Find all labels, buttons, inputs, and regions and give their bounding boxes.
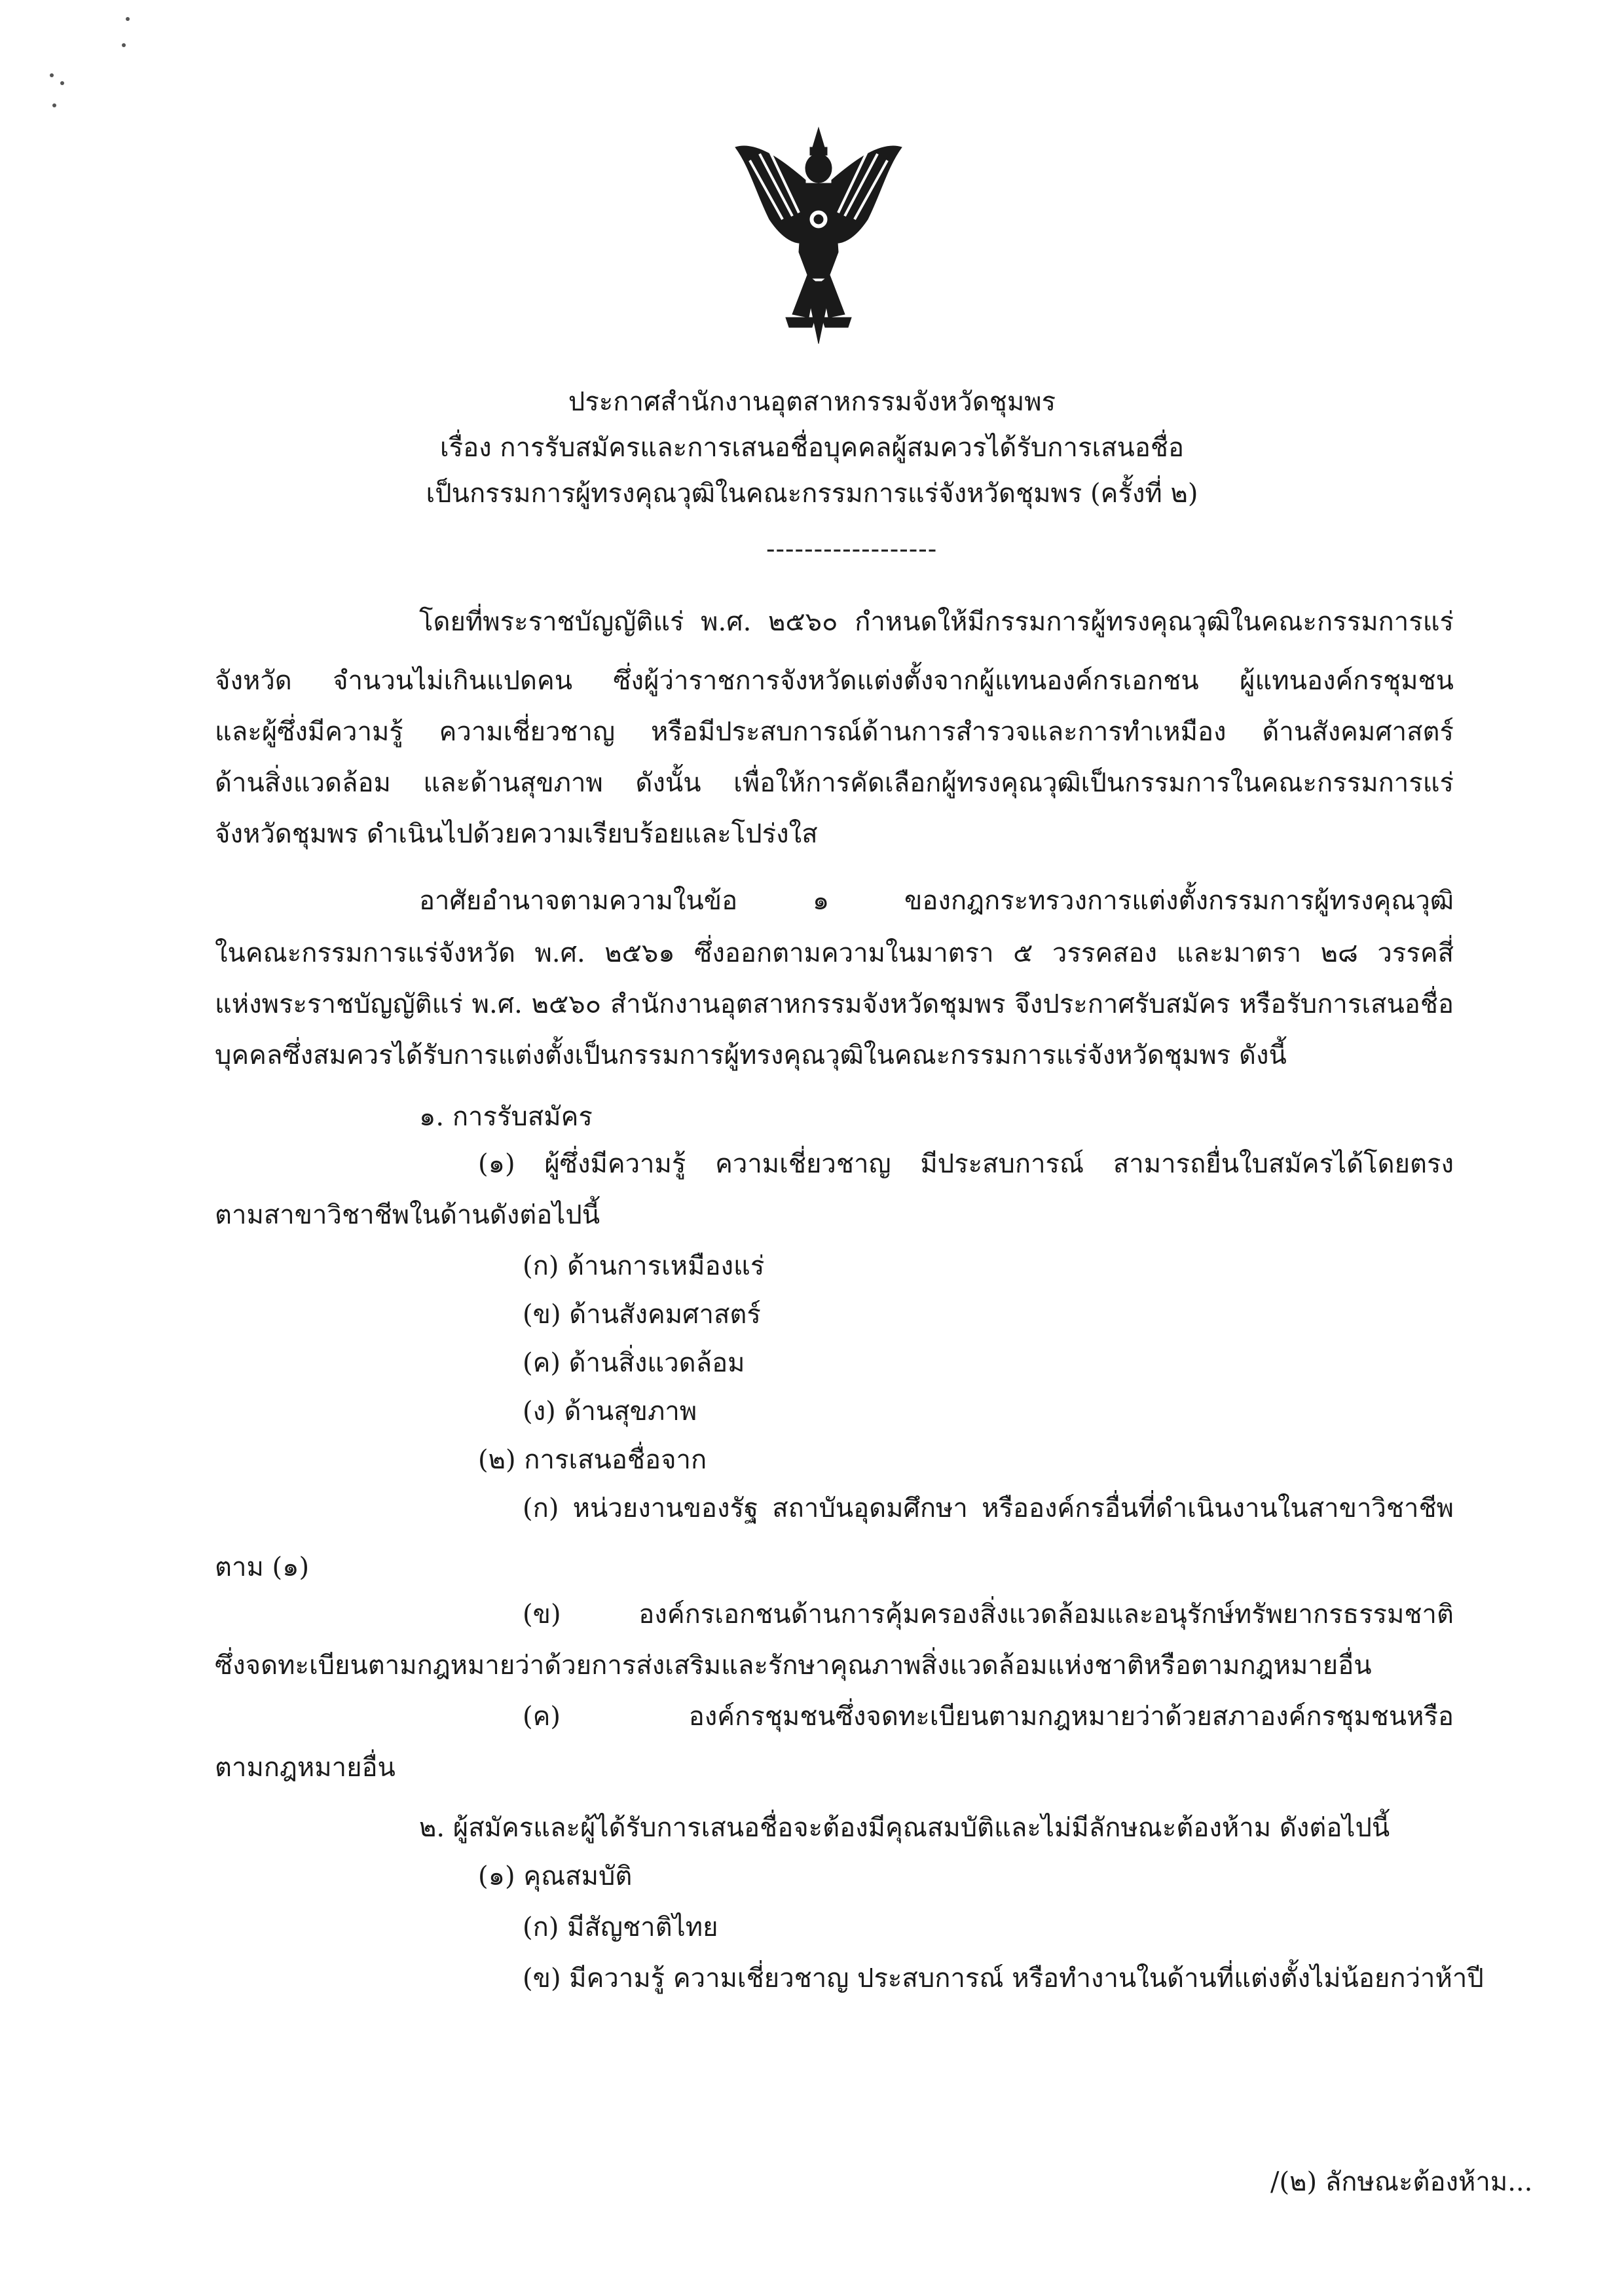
announcement-title: ประกาศสำนักงานอุตสาหกรรมจังหวัดชุมพร — [568, 387, 1056, 417]
para2-line: ในคณะกรรมการแร่จังหวัด พ.ศ. ๒๕๖๑ ซึ่งออกตามความในมาตรา ๕ วรรคสอง และมาตรา ๒๘ วรรคสี่ — [215, 938, 1454, 968]
section1-sub1-cont: ตามสาขาวิชาชีพในด้านดังต่อไปนี้ — [215, 1200, 600, 1230]
section1-item: (ง) ด้านสุขภาพ — [523, 1396, 697, 1427]
section1-item: (ก) ด้านการเหมืองแร่ — [523, 1251, 765, 1281]
section2-item: (ข) มีความรู้ ความเชี่ยวชาญ ประสบการณ์ หรือทำงานในด้านที่แต่งตั้งไม่น้อยกว่าห้าปี — [523, 1963, 1484, 1994]
section1-sub2-c-cont: ตามกฎหมายอื่น — [215, 1753, 396, 1783]
section2-item: (ก) มีสัญชาติไทย — [523, 1912, 718, 1942]
section1-sub2-b: (ข) องค์กรเอกชนด้านการคุ้มครองสิ่งแวดล้อมและอนุรักษ์ทรัพยากรธรรมชาติ — [523, 1599, 1454, 1630]
para1-line: โดยที่พระราชบัญญัติแร่ พ.ศ. ๒๕๖๐ กำหนดให้มีกรรมการผู้ทรงคุณวุฒิในคณะกรรมการแร่ — [419, 607, 1454, 637]
section1-item: (ข) ด้านสังคมศาสตร์ — [523, 1300, 761, 1330]
section1-sub1: (๑) ผู้ซึ่งมีความรู้ ความเชี่ยวชาญ มีประสบการณ์ สามารถยื่นใบสมัครได้โดยตรง — [478, 1149, 1454, 1179]
para1-line: ด้านสิ่งแวดล้อม และด้านสุขภาพ ดังนั้น เพื่อให้การคัดเลือกผู้ทรงคุณวุฒิเป็นกรรมการในคณะกรรมการแร่ — [215, 768, 1454, 798]
para2-line: บุคคลซึ่งสมควรได้รับการแต่งตั้งเป็นกรรมการผู้ทรงคุณวุฒิในคณะกรรมการแร่จังหวัดชุมพร ดังนี้ — [215, 1040, 1287, 1070]
garuda-emblem-icon — [730, 121, 907, 350]
continuation-marker: /(๒) ลักษณะต้องห้าม... — [1270, 2167, 1533, 2197]
para1-line: และผู้ซึ่งมีความรู้ ความเชี่ยวชาญ หรือมีประสบการณ์ด้านการสำรวจและการทำเหมือง ด้านสังคมศาสตร์ — [215, 717, 1454, 747]
header-separator: ------------------ — [766, 534, 938, 564]
announcement-subject-line2: เป็นกรรมการผู้ทรงคุณวุฒิในคณะกรรมการแร่จังหวัดชุมพร (ครั้งที่ ๒) — [426, 479, 1198, 509]
para1-line: จังหวัดชุมพร ดำเนินไปด้วยความเรียบร้อยและโปร่งใส — [215, 819, 818, 849]
section1-sub2-title: (๒) การเสนอชื่อจาก — [478, 1445, 707, 1475]
para2-line: อาศัยอำนาจตามความในข้อ ๑ ของกฎกระทรวงการแต่งตั้งกรรมการผู้ทรงคุณวุฒิ — [419, 886, 1454, 916]
section1-item: (ค) ด้านสิ่งแวดล้อม — [523, 1348, 745, 1378]
section1-sub2-a-cont: ตาม (๑) — [215, 1552, 310, 1582]
para1-line: จังหวัด จำนวนไม่เกินแปดคน ซึ่งผู้ว่าราชการจังหวัดแต่งตั้งจากผู้แทนองค์กรเอกชน ผู้แทนองค์กรชุมชน — [215, 666, 1454, 696]
section1-title: ๑. การรับสมัคร — [419, 1102, 593, 1132]
section1-sub2-b-cont: ซึ่งจดทะเบียนตามกฎหมายว่าด้วยการส่งเสริมและรักษาคุณภาพสิ่งแวดล้อมแห่งชาติหรือตามกฎหมายอื่น — [215, 1650, 1372, 1681]
section2-sub1-title: (๑) คุณสมบัติ — [478, 1861, 633, 1891]
announcement-subject: เรื่อง การรับสมัครและการเสนอชื่อบุคคลผู้สมควรได้รับการเสนอชื่อ — [439, 433, 1185, 463]
section1-sub2-c: (ค) องค์กรชุมชนซึ่งจดทะเบียนตามกฎหมายว่าด้วยสภาองค์กรชุมชนหรือ — [523, 1702, 1454, 1732]
section2-title: ๒. ผู้สมัครและผู้ได้รับการเสนอชื่อจะต้องมีคุณสมบัติและไม่มีลักษณะต้องห้าม ดังต่อไปนี้ — [419, 1813, 1390, 1843]
para2-line: แห่งพระราชบัญญัติแร่ พ.ศ. ๒๕๖๐ สำนักงานอุตสาหกรรมจังหวัดชุมพร จึงประกาศรับสมัคร หรือรับการเสนอชื่อ — [215, 989, 1454, 1019]
section1-sub2-a: (ก) หน่วยงานของรัฐ สถาบันอุดมศึกษา หรือองค์กรอื่นที่ดำเนินงานในสาขาวิชาชีพ — [523, 1493, 1454, 1523]
